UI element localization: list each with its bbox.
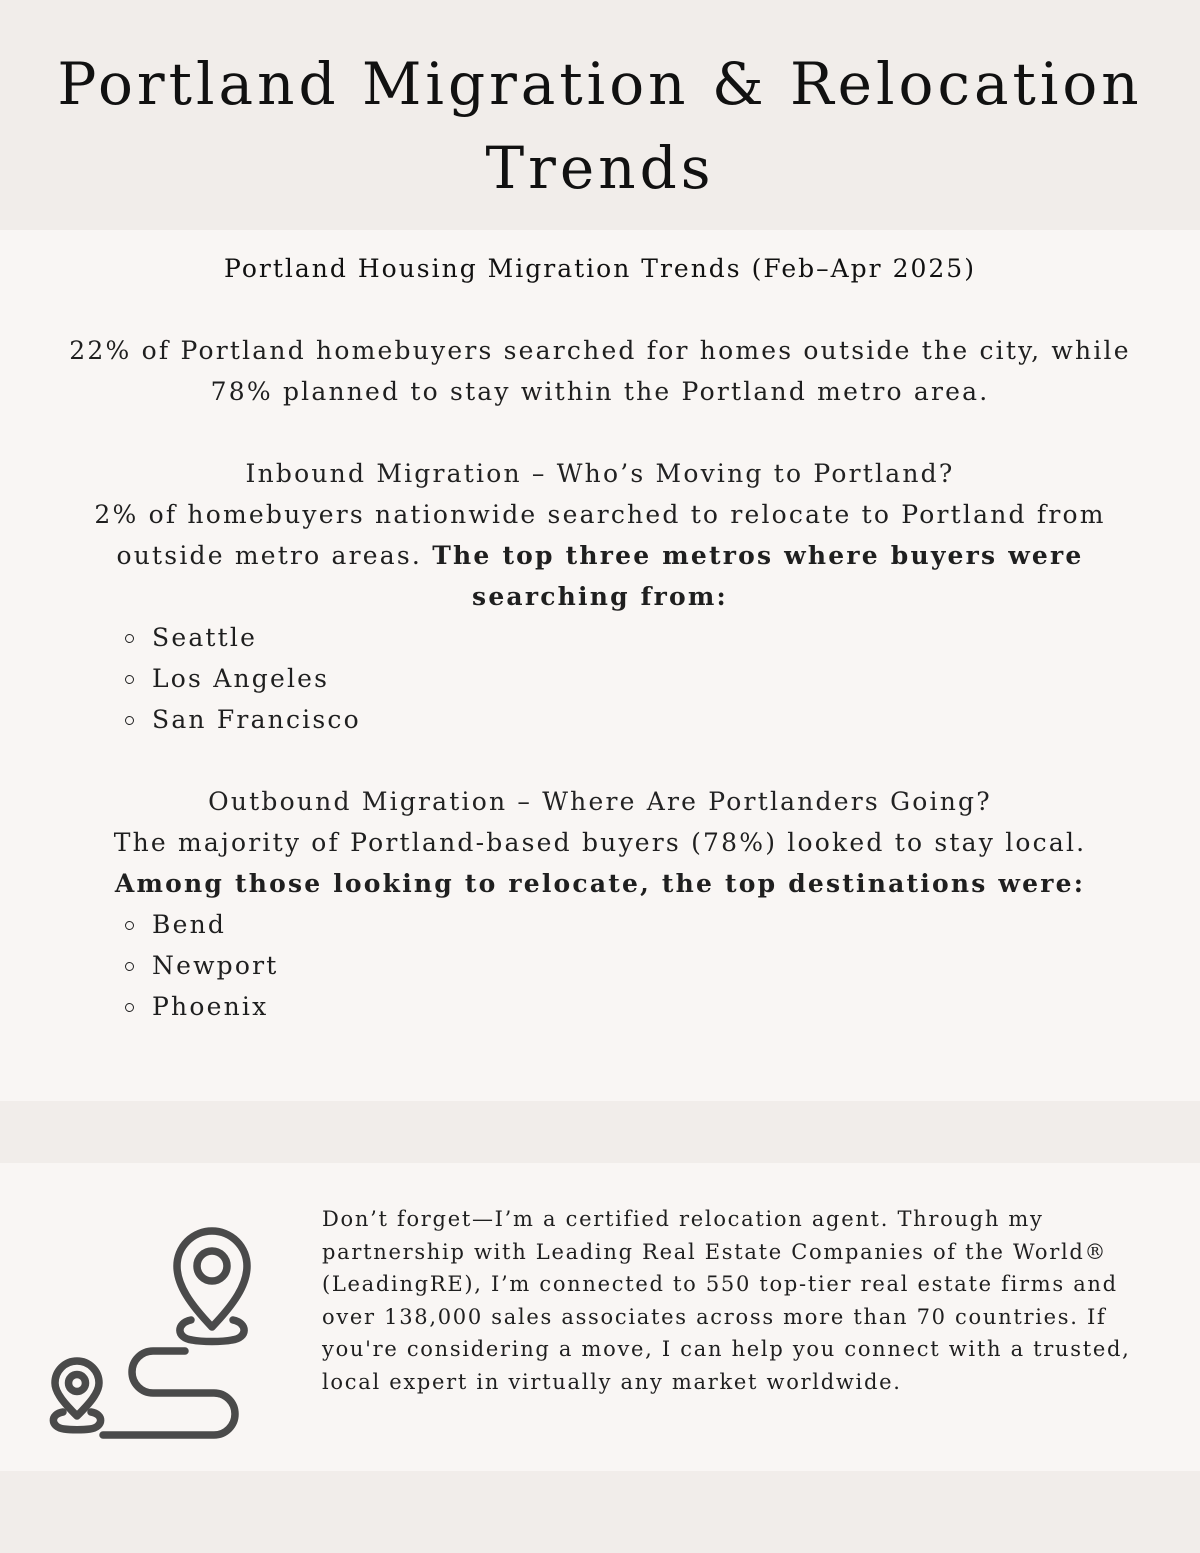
spacer (60, 740, 1140, 781)
bullet-icon (125, 716, 134, 725)
inbound-paragraph (60, 494, 1140, 617)
list-item (60, 617, 1140, 658)
list-item-label: Newport (152, 951, 279, 980)
spacer (60, 412, 1140, 453)
outbound-emphasis: Among those looking to relocate, the top destinations were: (114, 869, 1086, 898)
migration-trends-card (0, 230, 1200, 1101)
header-band (0, 0, 1200, 230)
bullet-icon (125, 1003, 134, 1012)
intro-paragraph: 22% of Portland homebuyers searched for homes outside the city, while 78% planned to stay within the Portland metro area. (69, 336, 1131, 406)
subtitle: Portland Housing Migration Trends (Feb–Apr 2025) (224, 254, 976, 283)
list-item-label: Los Angeles (152, 664, 330, 693)
list-item-label: Seattle (152, 623, 258, 652)
list-item (60, 658, 1140, 699)
inbound-emphasis: The top three metros where buyers were searching from: (432, 541, 1084, 611)
bullet-icon (125, 675, 134, 684)
bullet-icon (125, 921, 134, 930)
outbound-text: The majority of Portland-based buyers (78%) looked to stay local. (113, 828, 1087, 857)
outbound-destination-list (60, 904, 1140, 1027)
list-item-label: Phoenix (152, 992, 269, 1021)
outbound-heading: Outbound Migration – Where Are Portlanders Going? (208, 787, 992, 816)
list-item-label: Bend (152, 910, 227, 939)
page-title: Portland Migration & Relocation Trends (57, 50, 1143, 202)
bullet-icon (125, 962, 134, 971)
inbound-heading: Inbound Migration – Who’s Moving to Portland? (245, 459, 955, 488)
list-item (60, 945, 1140, 986)
bullet-icon (125, 634, 134, 643)
route-map-pins-icon (40, 1203, 270, 1443)
list-item-label: San Francisco (152, 705, 361, 734)
list-item (60, 904, 1140, 945)
list-item (60, 699, 1140, 740)
inbound-text: 2% of homebuyers nationwide searched to relocate to Portland from outside metro areas. (94, 500, 1106, 570)
outbound-paragraph (60, 822, 1140, 904)
relocation-agent-text: Don’t forget—I’m a certified relocation agent. Through my partnership with Leading Real Estate Companies of the World® (LeadingRE), I’m connected to 550 top-tier real estate firms and over 138,000 sales associates across more than 70 countries. If you're considering a move, I can help you connect with a trusted, local expert in virtually any market worldwide. (322, 1207, 1131, 1394)
inbound-metro-list (60, 617, 1140, 740)
migration-trends-content (60, 248, 1140, 1027)
relocation-agent-card (0, 1163, 1200, 1471)
list-item (60, 986, 1140, 1027)
